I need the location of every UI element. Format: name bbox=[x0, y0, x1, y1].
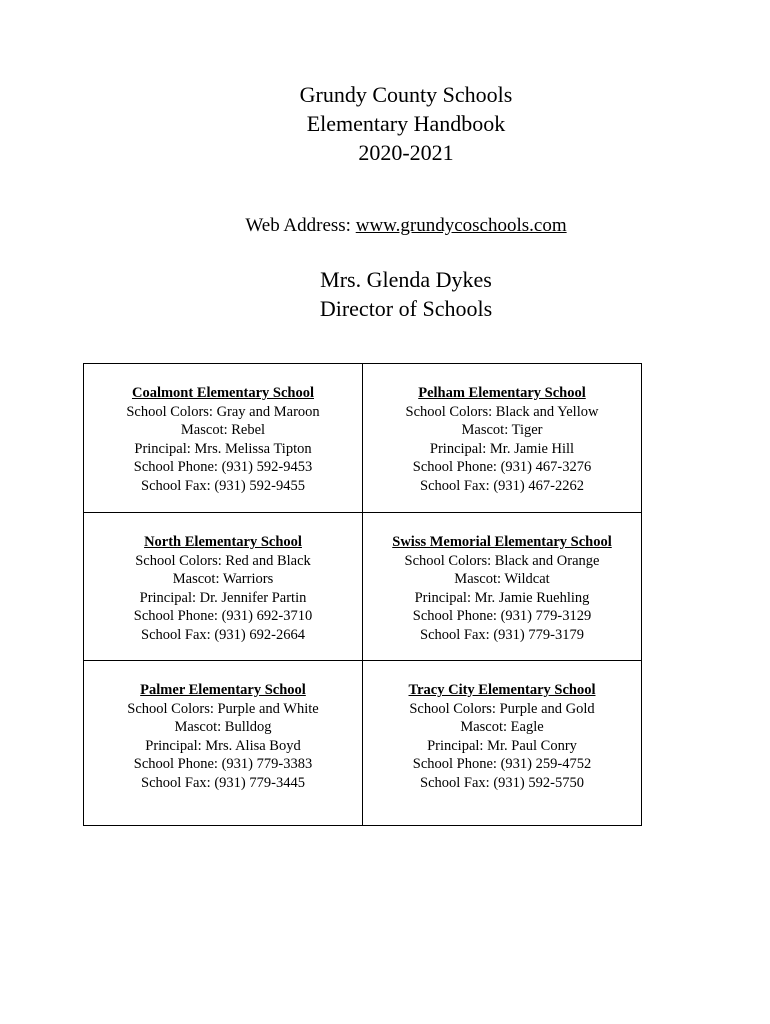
school-fax: School Fax: (931) 692-2664 bbox=[141, 626, 305, 643]
handbook-title: Elementary Handbook bbox=[306, 111, 506, 136]
school-fax: School Fax: (931) 779-3445 bbox=[141, 774, 305, 791]
table-row bbox=[84, 513, 642, 661]
document-header bbox=[0, 80, 770, 167]
school-fax: School Fax: (931) 592-5750 bbox=[420, 774, 584, 791]
school-name: Tracy City Elementary School bbox=[408, 682, 596, 698]
school-fax: School Fax: (931) 779-3179 bbox=[420, 626, 584, 643]
school-principal: Principal: Mr. Paul Conry bbox=[427, 737, 577, 754]
school-principal: Principal: Mr. Jamie Hill bbox=[429, 440, 575, 457]
table-row bbox=[84, 364, 642, 513]
school-mascot: Mascot: Eagle bbox=[460, 719, 544, 735]
school-mascot: Mascot: Wildcat bbox=[454, 571, 550, 587]
school-name: North Elementary School bbox=[144, 534, 302, 550]
school-principal: Principal: Mr. Jamie Ruehling bbox=[414, 589, 590, 606]
school-phone: School Phone: (931) 592-9453 bbox=[133, 459, 313, 475]
school-name: Coalmont Elementary School bbox=[131, 385, 315, 401]
school-cell-north bbox=[84, 513, 363, 661]
school-year: 2020-2021 bbox=[358, 140, 454, 165]
director-block bbox=[0, 265, 770, 323]
school-principal: Principal: Mrs. Melissa Tipton bbox=[134, 440, 312, 457]
school-mascot: Mascot: Warriors bbox=[172, 571, 274, 587]
school-name: Pelham Elementary School bbox=[418, 385, 586, 401]
school-cell-palmer bbox=[84, 661, 363, 826]
school-colors: School Colors: Black and Orange bbox=[404, 552, 600, 569]
director-title: Director of Schools bbox=[319, 296, 493, 321]
school-colors: School Colors: Purple and Gold bbox=[409, 700, 595, 717]
web-address-line bbox=[0, 214, 770, 238]
school-cell-swiss-memorial bbox=[363, 513, 642, 661]
school-name: Swiss Memorial Elementary School bbox=[392, 534, 612, 550]
school-phone: School Phone: (931) 467-3276 bbox=[412, 459, 592, 475]
school-phone: School Phone: (931) 692-3710 bbox=[133, 608, 313, 624]
school-colors: School Colors: Red and Black bbox=[135, 552, 311, 569]
school-colors: School Colors: Black and Yellow bbox=[405, 403, 599, 420]
school-colors: School Colors: Gray and Maroon bbox=[126, 403, 320, 420]
school-principal: Principal: Dr. Jennifer Partin bbox=[139, 589, 307, 606]
school-cell-pelham bbox=[363, 364, 642, 513]
table-row bbox=[84, 661, 642, 826]
school-cell-coalmont bbox=[84, 364, 363, 513]
school-mascot: Mascot: Tiger bbox=[461, 422, 543, 438]
schools-table bbox=[83, 363, 642, 826]
district-title: Grundy County Schools bbox=[299, 82, 513, 107]
school-mascot: Mascot: Bulldog bbox=[174, 719, 272, 735]
school-fax: School Fax: (931) 467-2262 bbox=[420, 477, 584, 494]
web-address-label: Web Address: bbox=[245, 215, 351, 236]
director-name: Mrs. Glenda Dykes bbox=[320, 267, 492, 292]
school-mascot: Mascot: Rebel bbox=[180, 422, 266, 438]
school-principal: Principal: Mrs. Alisa Boyd bbox=[145, 737, 301, 754]
school-name: Palmer Elementary School bbox=[140, 682, 306, 698]
school-phone: School Phone: (931) 779-3129 bbox=[412, 608, 592, 624]
school-colors: School Colors: Purple and White bbox=[127, 700, 319, 717]
web-address-link[interactable]: www.grundycoschools.com bbox=[355, 215, 567, 236]
school-phone: School Phone: (931) 259-4752 bbox=[412, 756, 592, 772]
school-phone: School Phone: (931) 779-3383 bbox=[133, 756, 313, 772]
school-fax: School Fax: (931) 592-9455 bbox=[141, 477, 305, 494]
school-cell-tracy-city bbox=[363, 661, 642, 826]
